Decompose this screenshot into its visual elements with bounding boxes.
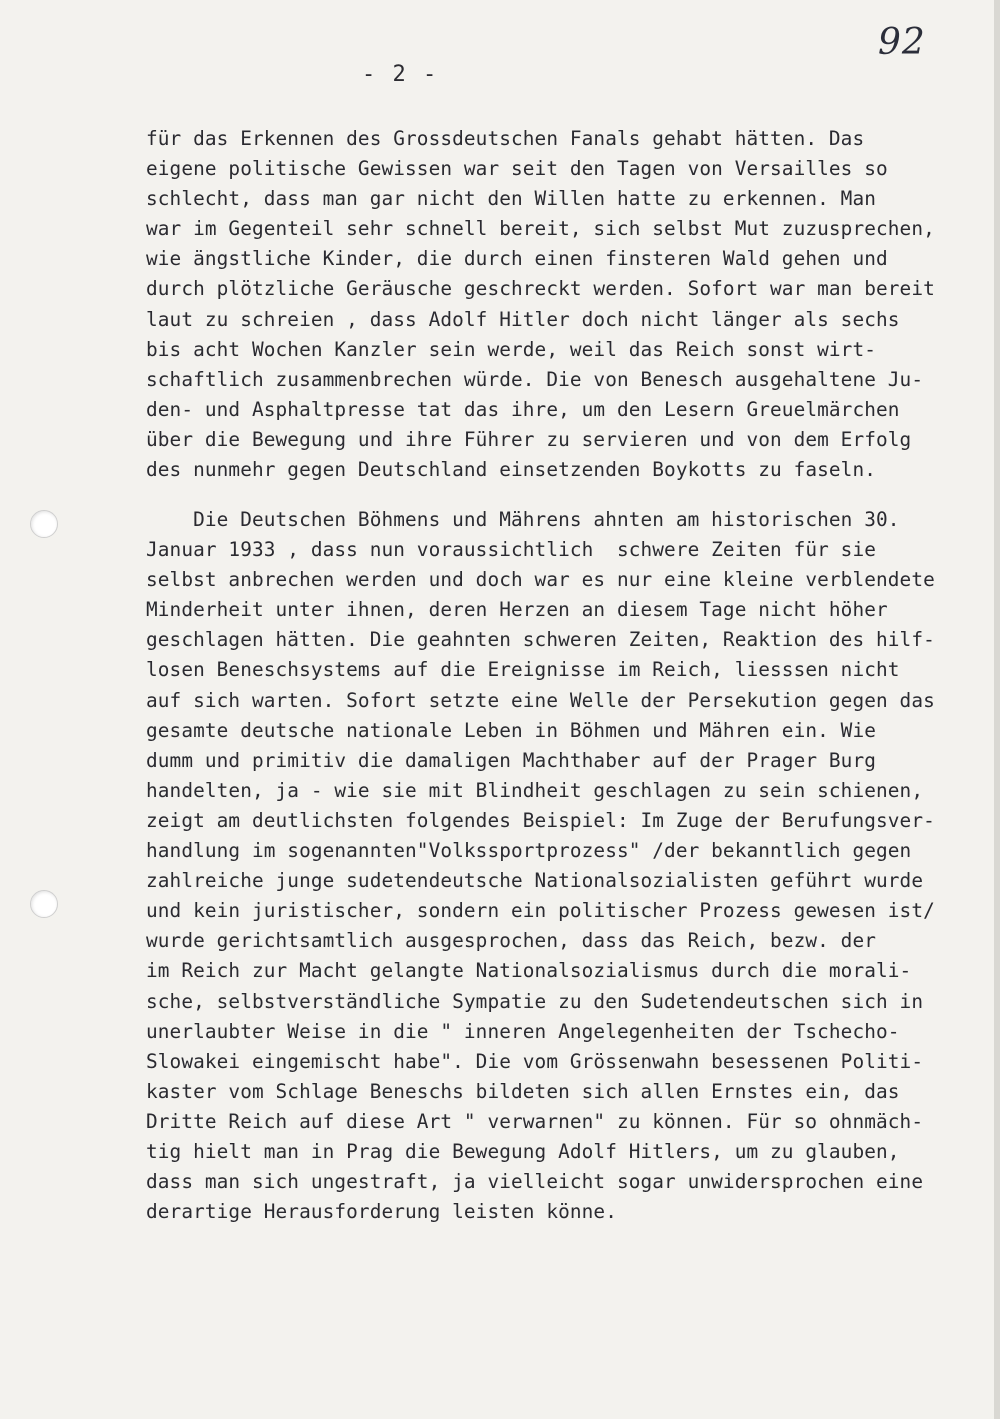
text-line: geschlagen hätten. Die geahnten schweren Zeiten, Reaktion des hilf- [146,628,935,652]
text-line: Januar 1933 , dass nun voraussichtlich schwere Zeiten für sie [146,538,876,562]
text-line: laut zu schreien , dass Adolf Hitler doch nicht länger als sechs [146,307,900,331]
text-line: derartige Herausforderung leisten könne. [146,1200,617,1224]
page-number: - 2 - [362,62,439,87]
text-line: eigene politische Gewissen war seit den Tagen von Versailles so [146,157,888,181]
text-line: handelten, ja - wie sie mit Blindheit geschlagen zu sein schienen, [146,778,924,802]
text-line: kaster vom Schlage Beneschs bildeten sich allen Ernstes ein, das [146,1079,900,1103]
text-line: losen Beneschsystems auf die Ereignisse im Reich, liesssen nicht [146,658,900,682]
text-line: schaftlich zusammenbrechen würde. Die von Benesch ausgehaltene Ju- [146,367,924,391]
text-line: handlung im sogenannten"Volkssportprozess" /der bekanntlich gegen [146,839,912,863]
text-line: unerlaubter Weise in die " inneren Angelegenheiten der Tschecho- [146,1019,900,1043]
text-line: und kein juristischer, sondern ein politischer Prozess gewesen ist/ [146,899,935,923]
text-line: selbst anbrechen werden und doch war es nur eine kleine verblendete [146,568,935,592]
text-line: tig hielt man in Prag die Bewegung Adolf Hitlers, um zu glauben, [146,1139,900,1163]
text-line: zeigt am deutlichsten folgendes Beispiel: Im Zuge der Berufungsver- [146,808,935,832]
text-line: dass man sich ungestraft, ja vielleicht sogar unwidersprochen eine [146,1170,924,1194]
text-line: gesamte deutsche nationale Leben in Böhmen und Mähren ein. Wie [146,718,876,742]
paragraph-2 [146,505,986,1227]
text-line: durch plötzliche Geräusche geschreckt werden. Sofort war man bereit [146,277,935,301]
punch-hole [30,890,58,918]
text-line: den- und Asphaltpresse tat das ihre, um den Lesern Greuelmärchen [146,397,900,421]
text-line: dumm und primitiv die damaligen Machthaber auf der Prager Burg [146,748,876,772]
text-line: für das Erkennen des Grossdeutschen Fanals gehabt hätten. Das [146,127,865,150]
text-line: Dritte Reich auf diese Art " verwarnen" zu können. Für so ohnmäch- [146,1109,924,1133]
text-line: war im Gegenteil sehr schnell bereit, sich selbst Mut zuzusprechen, [146,217,935,241]
text-line: Minderheit unter ihnen, deren Herzen an diesem Tage nicht höher [146,598,888,622]
text-line: wurde gerichtsamtlich ausgesprochen, dass das Reich, bezw. der [146,929,876,953]
text-line: bis acht Wochen Kanzler sein werde, weil das Reich sonst wirt- [146,337,876,361]
text-line: zahlreiche junge sudetendeutsche Nationalsozialisten geführt wurde [146,869,924,893]
text-line: Slowakei eingemischt habe". Die vom Grössenwahn besessenen Politi- [146,1049,924,1073]
text-line: schlecht, dass man gar nicht den Willen hatte zu erkennen. Man [146,187,876,211]
text-line: sche, selbstverständliche Sympatie zu den Sudetendeutschen sich in [146,989,924,1013]
text-line: auf sich warten. Sofort setzte eine Welle der Persekution gegen das [146,688,935,712]
text-line: über die Bewegung und ihre Führer zu servieren und von dem Erfolg [146,427,912,451]
text-line: wie ängstliche Kinder, die durch einen finsteren Wald gehen und [146,247,888,271]
folio-number: 92 [878,22,926,63]
text-line: des nunmehr gegen Deutschland einsetzenden Boykotts zu faseln. [146,458,876,482]
text-line: Die Deutschen Böhmens und Mährens ahnten am historischen 30. [146,508,900,531]
punch-hole [30,510,58,538]
paragraph-1 [146,124,986,485]
text-line: im Reich zur Macht gelangte Nationalsozialismus durch die morali- [146,959,912,983]
